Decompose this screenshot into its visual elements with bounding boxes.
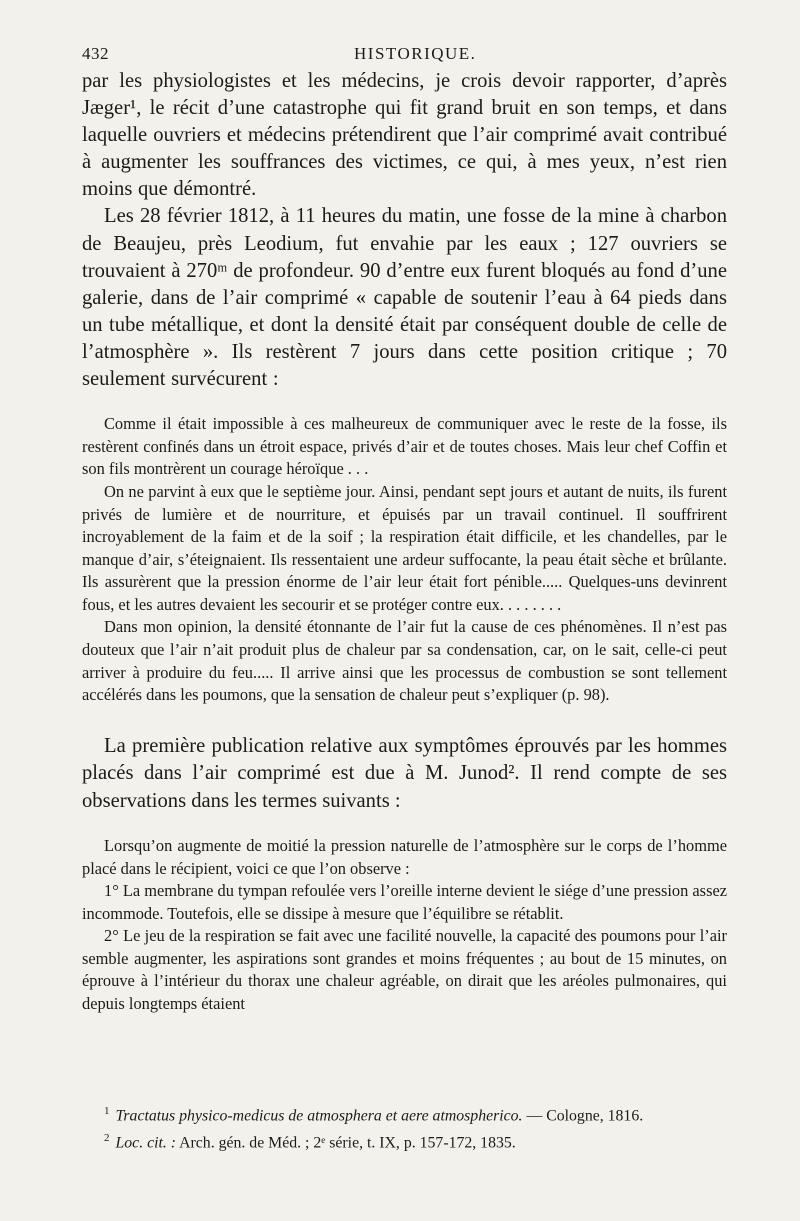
footnote-1-mark: 1 [104,1105,110,1117]
jaeger-quotation [82,413,727,707]
footnote-2-text: Arch. gén. de Méd. ; 2ᵉ série, t. IX, p. 157-172, 1835. [176,1134,516,1152]
junod-section [82,733,727,816]
footnote-2-title: Loc. cit. : [115,1134,177,1152]
observation-2: 2° Le jeu de la respiration se fait avec une facilité nouvelle, la capacité des poumons pour l’air semble augmenter, les aspirations sont grandes et moins fréquentes ; au bout de 15 minutes, on éprouve à l’intérieur du thorax une chaleur agréable, on dirait que les aréoles pulmonaires, qui depuis longtemps étaient [82,926,727,1013]
footnote-1-title: Tractatus physico-medicus de atmosphera et aere atmospherico. [115,1107,523,1125]
section-paragraph-1: La première publication relative aux symptômes éprouvés par les hommes placés dans l’air comprimé est due à M. Junod². Il rend compte de ses observations dans les termes suivants : [82,734,727,812]
running-header [82,40,727,68]
footnote-1-text: — Cologne, 1816. [522,1107,644,1125]
intro-text [82,68,727,393]
page [82,40,727,1015]
observation-1: 1° La membrane du tympan refoulée vers l’oreille interne devient le siége d’une pression assez incommode. Toutefois, elle se dissipe à mesure que l’équilibre se rétablit. [82,881,727,923]
intro-paragraph-2: Les 28 février 1812, à 11 heures du matin, une fosse de la mine à charbon de Beaujeu, près Leodium, fut envahie par les eaux ; 127 ouvriers se trouvaient à 270ᵐ de profondeur. 90 d’entre eux furent bloqués au fond d’une galerie, dans de l’air comprimé « capable de soutenir l’eau à 64 pieds dans un tube métallique, et dont la densité était par conséquent double de celle de l’atmosphère ». Ils restèrent 7 jours dans cette position critique ; 70 seulement survécurent : [82,205,727,391]
running-title: HISTORIQUE. [354,44,477,63]
footnotes [82,1100,727,1155]
footnote-1 [82,1100,727,1127]
page-number: 432 [82,44,109,63]
quote-paragraph-2: On ne parvint à eux que le septième jour. Ainsi, pendant sept jours et autant de nuits, ils furent privés de lumière et de nourriture, et épuisés par un travail continuel. Il souffrirent incroyablement de la faim et de la soif ; la respiration était difficile, et les chandelles, par le manque d’air, s’éteignaient. Ils ressentaient une ardeur suffocante, la peau était sèche et brûlante. Ils assurèrent que la pression énorme de l’air leur était fort pénible..... Quelques-uns devinrent fous, et les autres devaient les secourir et se protéger contre eux. . . . . . . . [82,481,727,614]
footnote-2 [82,1127,727,1154]
intro-paragraph-1: par les physiologistes et les médecins, je crois devoir rapporter, d’après Jæger¹, le récit d’une catastrophe qui fit grand bruit en son temps, et dans laquelle ouvriers et médecins prétendirent que l’air comprimé avait contribué à augmenter les souffrances des victimes, ce qui, à mes yeux, n’est rien moins que démontré. [82,70,727,201]
observation-intro: Lorsqu’on augmente de moitié la pression naturelle de l’atmosphère sur le corps de l’homme placé dans le récipient, voici ce que l’on observe : [82,836,727,878]
quote-paragraph-3: Dans mon opinion, la densité étonnante de l’air fut la cause de ces phénomènes. Il n’est pas douteux que l’air n’ait produit plus de chaleur par sa condensation, car, on le sait, celle-ci peut arriver à produire du feu..... Il arrive ainsi que les processus de combustion se sont tellement accélérés dans les poumons, que la sensation de chaleur peut s’expliquer (p. 98). [82,617,727,705]
quote-paragraph-1: Comme il était impossible à ces malheureux de communiquer avec le reste de la fosse, ils restèrent confinés dans un étroit espace, privés d’air et de toutes choses. Mais leur chef Coffin et son fils montrèrent un courage héroïque . . . [82,414,727,479]
footnote-2-mark: 2 [104,1132,110,1145]
junod-observations [82,835,727,1015]
